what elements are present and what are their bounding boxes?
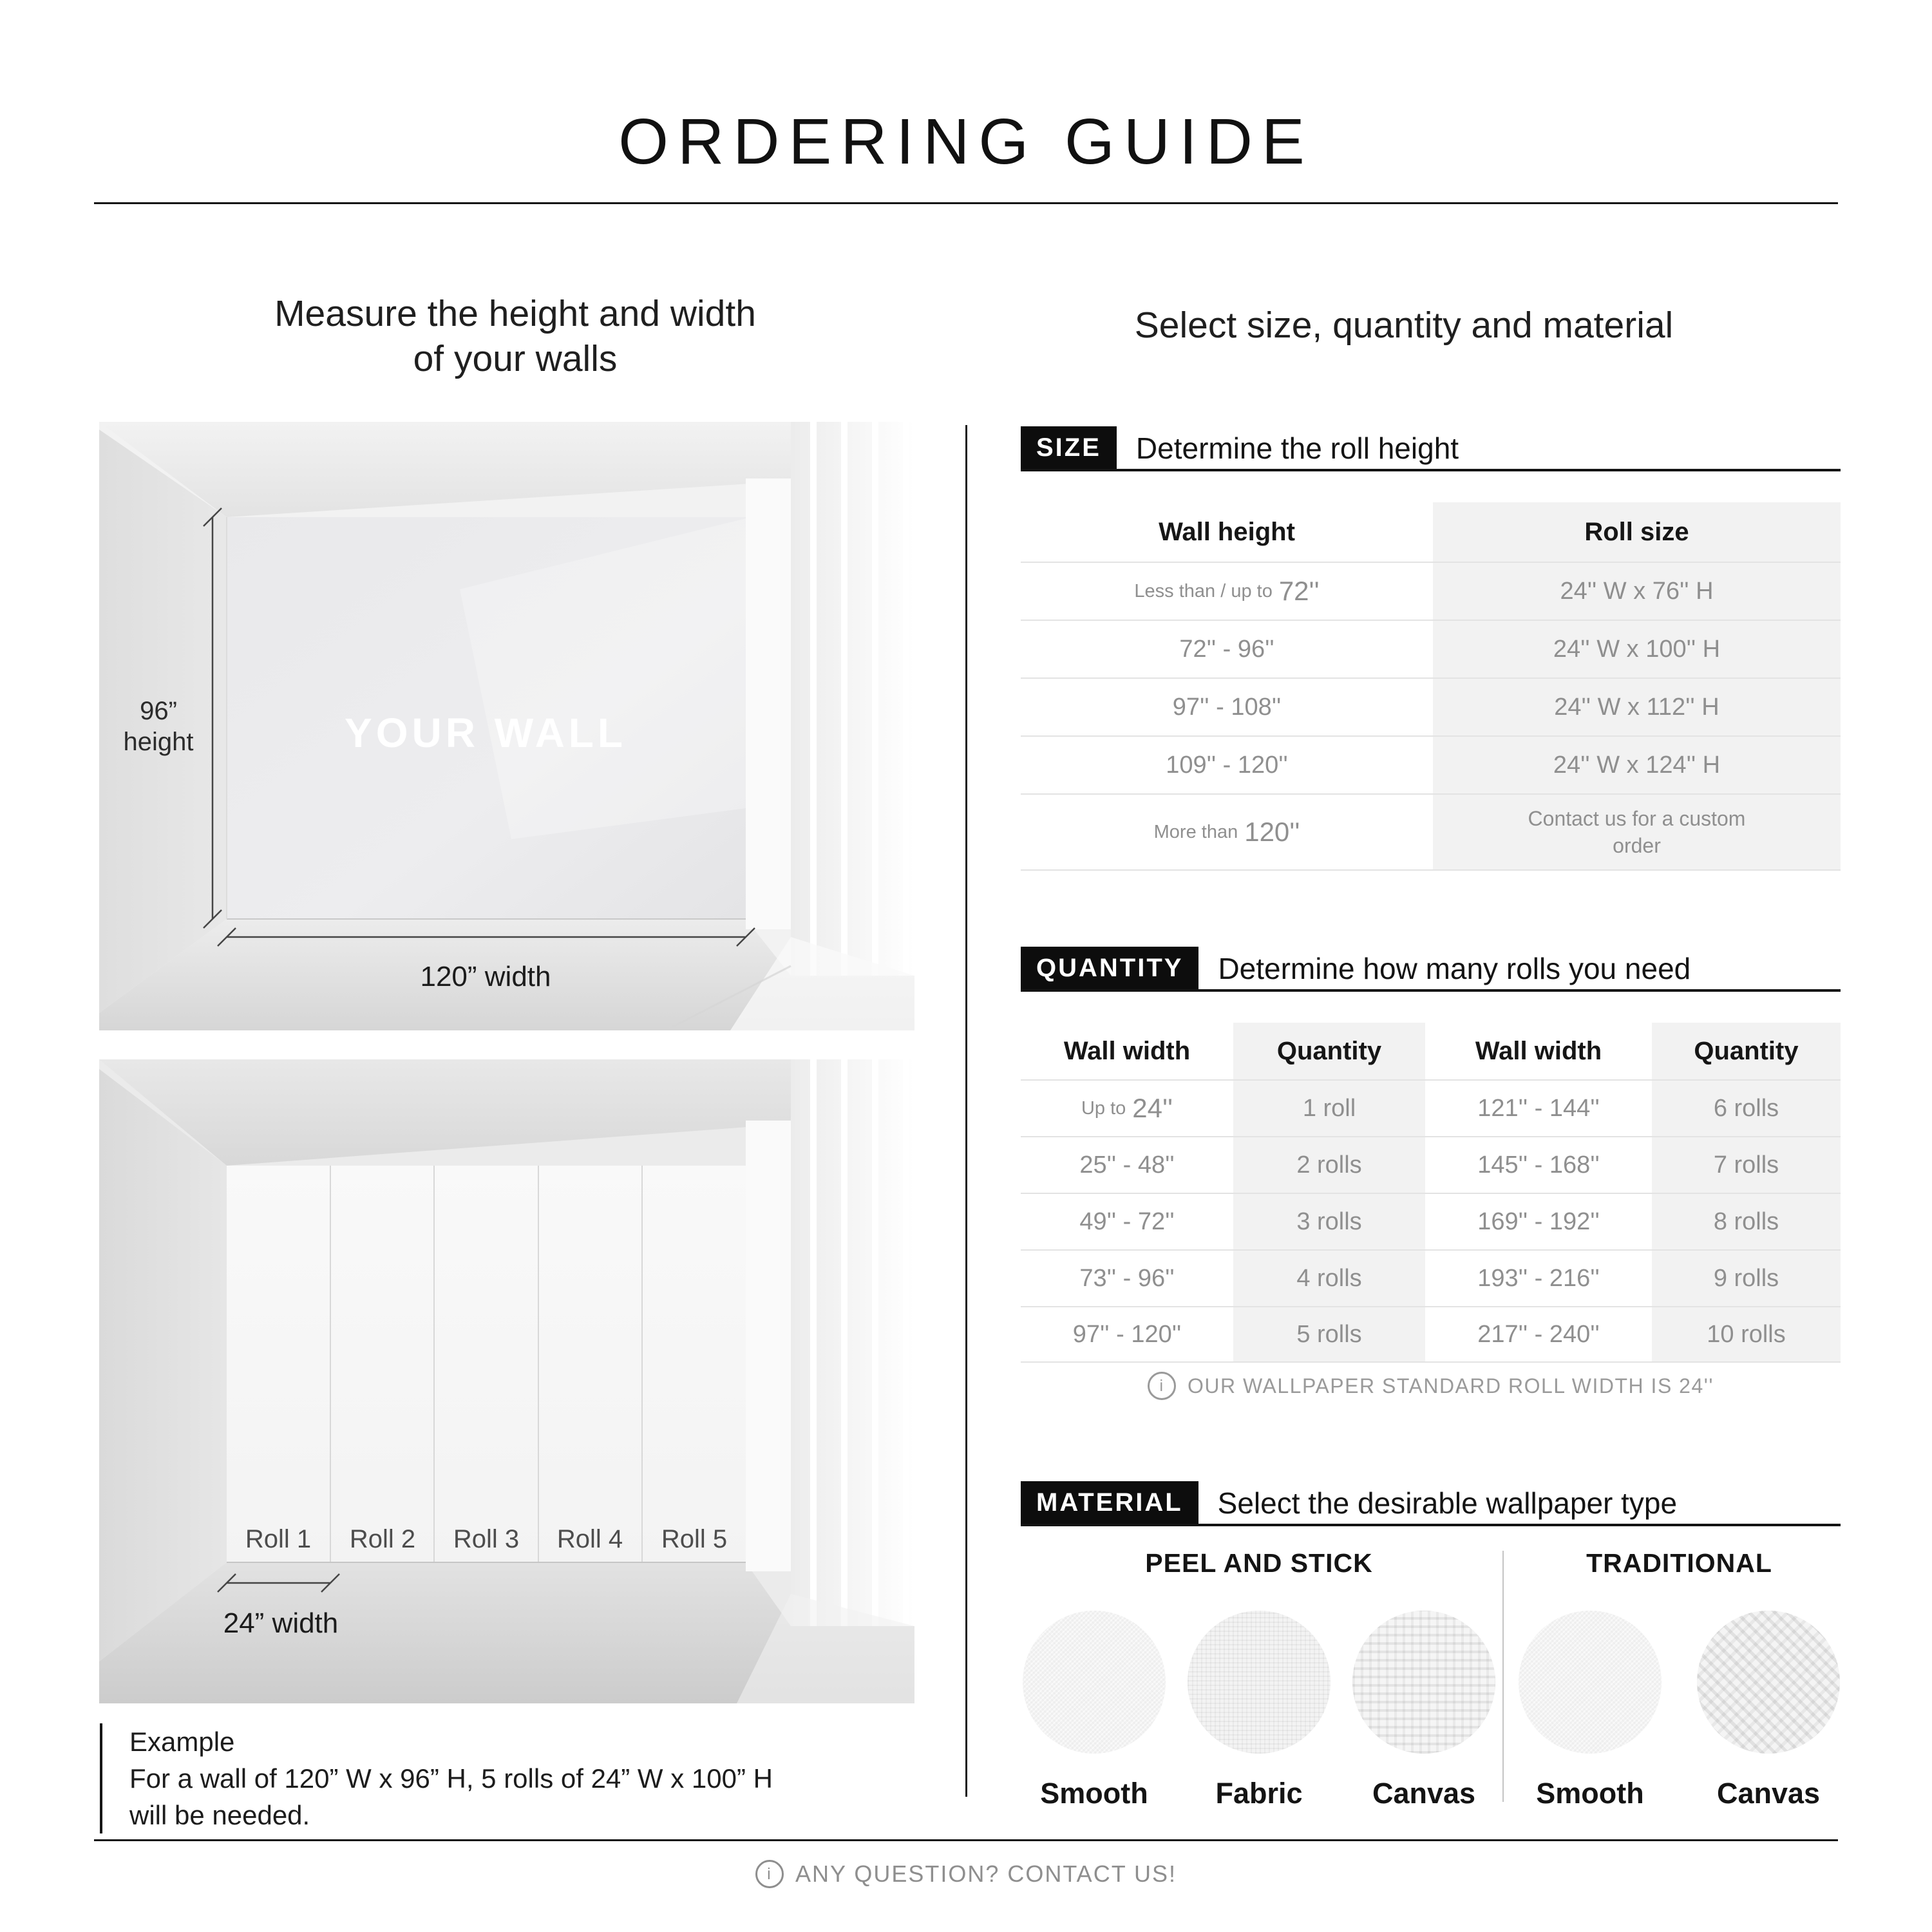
info-icon: i [755,1860,784,1888]
roll-3-label: Roll 3 [453,1525,520,1553]
material-underline [1021,1524,1841,1526]
material-tag: MATERIAL [1021,1481,1198,1524]
room1-mullion [872,422,878,976]
size-row-value: 109'' - 120'' [1166,751,1288,779]
qty-cell [1652,1079,1841,1136]
qty-cell [1425,1306,1652,1363]
size-roll-value: 24'' W x 124'' H [1553,751,1721,779]
page-title: ORDERING GUIDE [618,106,1314,178]
room1-pillar [746,478,791,929]
room2-mullion [872,1059,878,1626]
qty-value: 2 rolls [1296,1151,1362,1179]
left-column-heading [103,291,927,381]
swatch-row [1517,1611,1842,1810]
qty-value: 8 rolls [1713,1208,1779,1235]
qty-col-quantity-2: Quantity [1652,1023,1841,1079]
canvas-texture-swatch [1352,1611,1495,1754]
qty-cell [1652,1136,1841,1193]
swatch-row [1021,1611,1497,1810]
room-illustration-rolls [99,1059,914,1703]
quantity-section-head [1021,947,1690,989]
size-row-value: 72'' [1278,576,1320,606]
qty-col-wall-width-1: Wall width [1063,1036,1191,1065]
qty-value: 25'' - 48'' [1079,1151,1175,1179]
footer-text: ANY QUESTION? CONTACT US! [795,1861,1177,1887]
qty-cell [1233,1079,1425,1136]
roll-2-label: Roll 2 [349,1525,416,1553]
qty-value: 97'' - 120'' [1072,1320,1182,1348]
qty-value: 10 rolls [1707,1320,1786,1348]
size-underline [1021,469,1841,471]
qty-value: 145'' - 168'' [1477,1151,1600,1179]
room2-left-wall [99,1069,227,1662]
room2-window [791,1059,914,1626]
size-row-roll [1433,620,1841,677]
example-line1: For a wall of 120” W x 96” H, 5 rolls of 24” W x 100” H [129,1763,773,1794]
qty-cell [1233,1306,1425,1363]
qty-col-wall-width-2: Wall width [1475,1036,1602,1065]
room2-pillar [746,1121,791,1571]
your-wall-label: YOUR WALL [345,710,627,756]
size-row-value: 97'' - 108'' [1172,693,1282,721]
qty-cell [1425,1079,1652,1136]
qty-cell [1652,1249,1841,1306]
size-row-roll [1433,793,1841,871]
size-col-wall-height: Wall height [1159,517,1295,546]
footer [0,1860,1932,1888]
height-value-label: 96” [140,697,177,725]
size-row-value: 120'' [1244,817,1300,847]
qty-value: 24'' [1132,1093,1173,1123]
smooth-texture-swatch [1519,1611,1662,1754]
roll-1-label: Roll 1 [245,1525,312,1553]
size-row-wall [1021,677,1433,735]
room2-mullion [903,1059,909,1626]
size-table [1021,502,1841,871]
qty-cell [1425,1136,1652,1193]
qty-cell [1233,1136,1425,1193]
qty-value: 6 rolls [1713,1094,1779,1122]
group-peel-and-stick-label: PEEL AND STICK [1145,1548,1373,1578]
width-label: 120” width [420,961,551,992]
swatch-name: Smooth [1040,1777,1148,1810]
height-word-label: height [123,728,194,756]
qty-cell [1425,1249,1652,1306]
material-group-divider [1502,1551,1504,1802]
material-group-traditional [1517,1548,1842,1810]
qty-value: 193'' - 216'' [1477,1264,1600,1292]
smooth-texture-swatch [1023,1611,1166,1754]
material-heading: Select the desirable wallpaper type [1217,1486,1678,1520]
size-roll-value: 24'' W x 112'' H [1554,693,1719,721]
quantity-heading: Determine how many rolls you need [1218,952,1691,985]
swatch-name: Canvas [1372,1777,1476,1810]
swatch-fabric [1186,1611,1332,1810]
quantity-table [1021,1023,1841,1363]
roll-width-note [1021,1372,1841,1400]
qty-col-quantity-1: Quantity [1233,1023,1425,1079]
qty-cell [1652,1306,1841,1363]
quantity-tag: QUANTITY [1021,947,1198,989]
qty-value: 9 rolls [1713,1264,1779,1292]
column-divider [965,425,967,1797]
size-roll-value: 24'' W x 76'' H [1560,577,1714,605]
qty-cell [1425,1193,1652,1249]
room2-mullion [841,1059,848,1626]
swatch-smooth [1517,1611,1663,1810]
roll-width-label: 24” width [223,1607,339,1639]
qty-cell [1021,1249,1233,1306]
qty-value: 217'' - 240'' [1477,1320,1600,1348]
example-line2: will be needed. [129,1800,310,1830]
size-row-wall [1021,735,1433,793]
size-row-value: 72'' - 96'' [1179,635,1274,663]
size-row-roll [1433,562,1841,620]
qty-value: 49'' - 72'' [1079,1208,1175,1235]
roll-4-label: Roll 4 [556,1525,623,1553]
size-roll-value: 24'' W x 100'' H [1553,635,1721,663]
qty-value: 73'' - 96'' [1079,1264,1175,1292]
quantity-underline [1021,989,1841,992]
qty-cell [1021,1193,1233,1249]
group-traditional-label: TRADITIONAL [1586,1548,1772,1578]
swatch-canvas [1350,1611,1497,1810]
example-block [100,1723,941,1833]
right-column-heading: Select size, quantity and material [1134,305,1674,346]
info-icon: i [1148,1372,1176,1400]
qty-prefix: Up to [1081,1097,1126,1119]
top-rule [94,202,1838,204]
swatch-name: Smooth [1536,1777,1644,1810]
room1-mullion [903,422,909,976]
qty-value: 4 rolls [1296,1264,1362,1292]
size-heading: Determine the roll height [1135,431,1459,465]
canvas-texture-swatch [1697,1611,1840,1754]
qty-value: 169'' - 192'' [1477,1208,1600,1235]
qty-value: 7 rolls [1713,1151,1779,1179]
size-row-wall [1021,793,1433,871]
size-tag: SIZE [1021,426,1117,469]
swatch-name: Fabric [1215,1777,1303,1810]
material-group-peel-and-stick [1021,1548,1497,1810]
size-row-roll [1433,677,1841,735]
fabric-texture-swatch [1188,1611,1331,1754]
size-row-roll [1433,735,1841,793]
size-row-prefix: More than [1153,821,1238,842]
size-section-head [1021,426,1459,469]
room2-roll-panels [227,1166,746,1562]
footer-rule [94,1839,1838,1841]
room1-window [791,422,914,976]
roll-5-label: Roll 5 [661,1525,728,1553]
qty-cell [1021,1136,1233,1193]
room2-mullion [810,1059,817,1626]
example-title: Example [129,1727,235,1757]
size-row-wall [1021,562,1433,620]
size-row-prefix: Less than / up to [1134,580,1273,601]
qty-value: 121'' - 144'' [1477,1094,1600,1122]
size-col-roll-size: Roll size [1433,502,1841,562]
qty-cell [1021,1306,1233,1363]
material-section-head [1021,1481,1677,1524]
qty-value: 1 roll [1302,1094,1356,1122]
left-heading-line1: Measure the height and width [274,293,756,334]
room-illustration-measure [99,422,914,1030]
qty-cell [1021,1079,1233,1136]
room1-mullion [810,422,817,976]
room1-mullion [841,422,848,976]
qty-cell [1233,1193,1425,1249]
qty-cell [1233,1249,1425,1306]
swatch-canvas [1695,1611,1842,1810]
note-text: OUR WALLPAPER STANDARD ROLL WIDTH IS 24'' [1188,1374,1714,1397]
qty-value: 5 rolls [1296,1320,1362,1348]
swatch-name: Canvas [1716,1777,1821,1810]
size-roll-value: Contact us for a custom order [1528,807,1746,857]
qty-value: 3 rolls [1296,1208,1362,1235]
qty-cell [1652,1193,1841,1249]
size-row-wall [1021,620,1433,677]
swatch-smooth [1021,1611,1168,1810]
left-heading-line2: of your walls [413,338,618,379]
